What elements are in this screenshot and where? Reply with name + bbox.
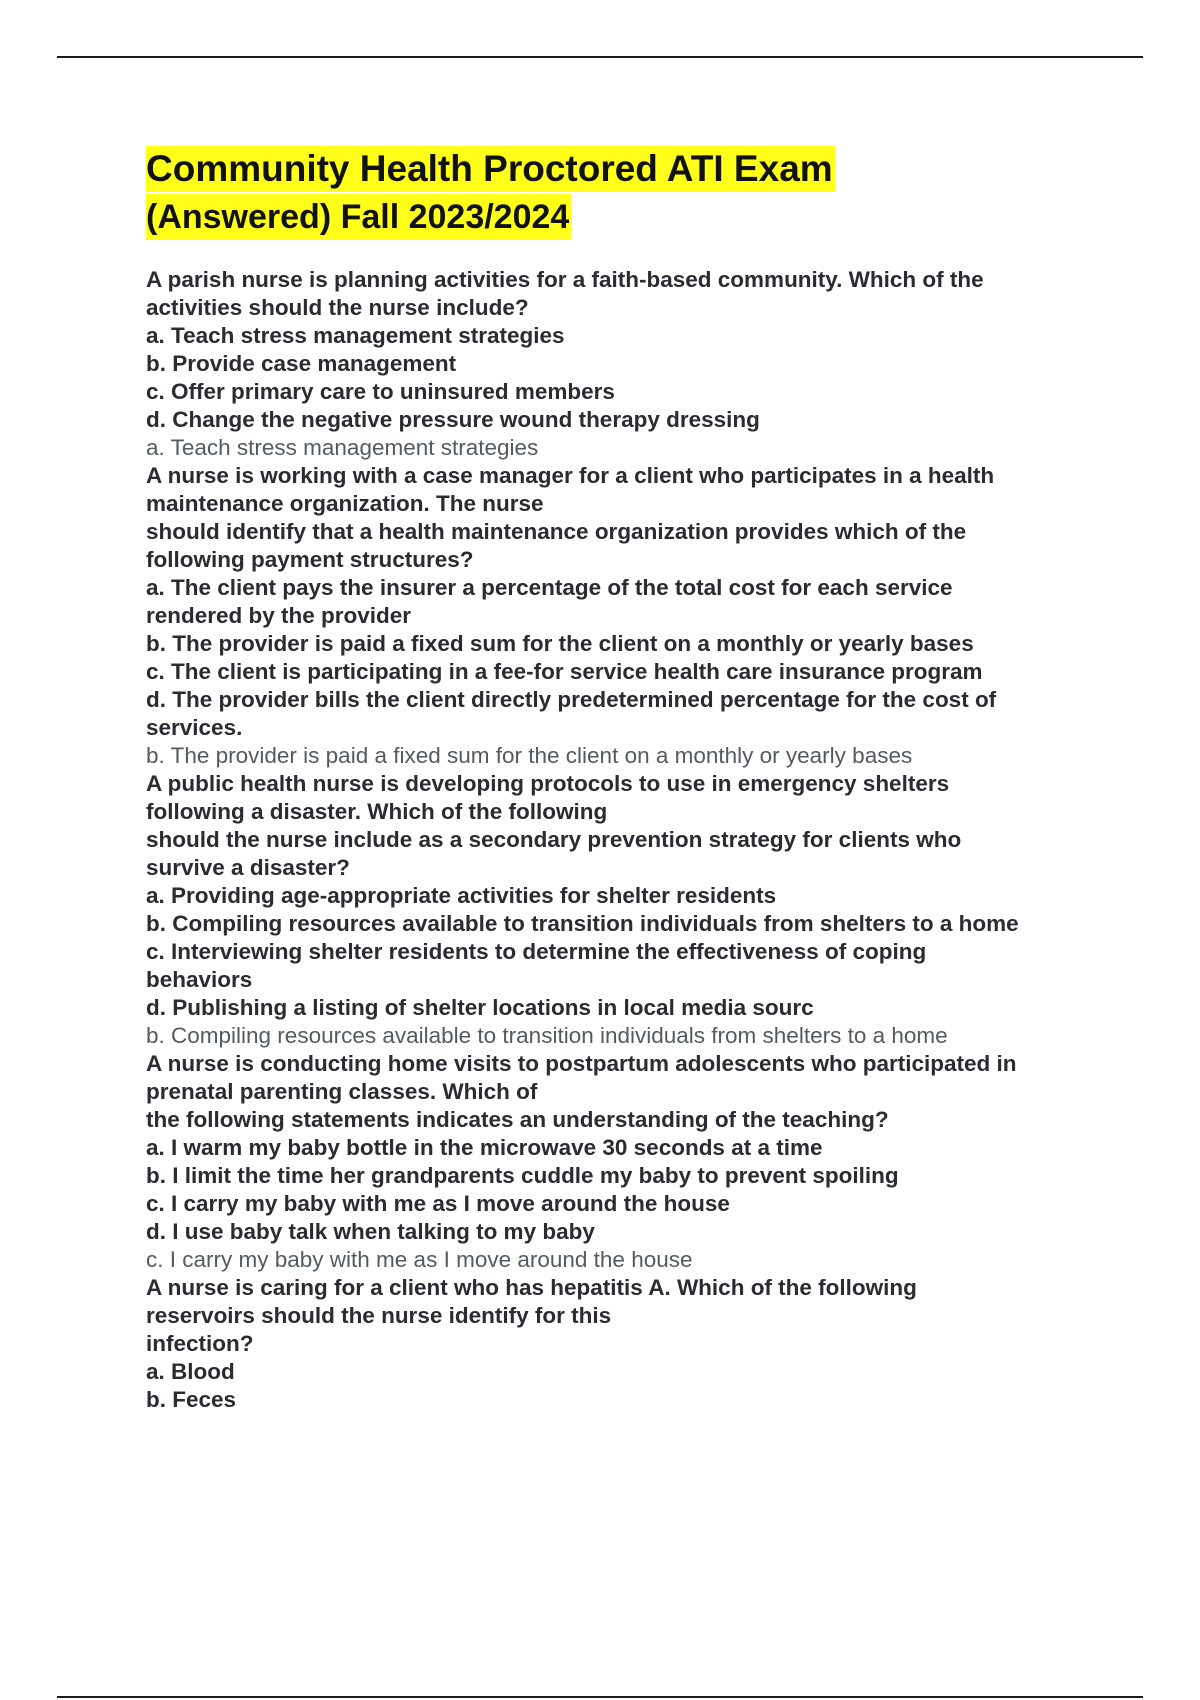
correct-answer: a. Teach stress management strategies [146,435,539,460]
answer-option: b. Feces [146,1387,237,1412]
question-block [146,266,1106,462]
question-stem-line: prenatal parenting classes. Which of [146,1079,538,1104]
answer-option: a. The client pays the insurer a percentage of the total cost for each service [146,575,953,600]
answer-option: c. Interviewing shelter residents to determine the effectiveness of coping [146,939,927,964]
answer-option: b. Compiling resources available to transition individuals from shelters to a home [146,911,1019,936]
question-stem-line: A nurse is caring for a client who has hepatitis A. Which of the following [146,1275,917,1300]
title-line-2: (Answered) Fall 2023/2024 [146,194,571,240]
question-stem-line: following payment structures? [146,547,474,572]
correct-answer: b. The provider is paid a fixed sum for the client on a monthly or yearly bases [146,743,913,768]
question-stem-line: A nurse is conducting home visits to postpartum adolescents who participated in [146,1051,1017,1076]
answer-option: b. Provide case management [146,351,457,376]
question-list [146,266,1106,1414]
question-stem-line: following a disaster. Which of the following [146,799,608,824]
answer-option: a. Providing age-appropriate activities for shelter residents [146,883,777,908]
answer-option: b. The provider is paid a fixed sum for the client on a monthly or yearly bases [146,631,974,656]
question-stem-line: survive a disaster? [146,855,350,880]
question-block [146,462,1106,770]
title-line-1: Community Health Proctored ATI Exam [146,146,835,192]
answer-option: services. [146,715,243,740]
answer-option: a. Blood [146,1359,235,1384]
correct-answer: b. Compiling resources available to transition individuals from shelters to a home [146,1023,948,1048]
top-rule [57,56,1143,58]
question-stem-line: A public health nurse is developing protocols to use in emergency shelters [146,771,950,796]
question-stem-line: should identify that a health maintenance organization provides which of the [146,519,967,544]
question-stem-line: A nurse is working with a case manager for a client who participates in a health [146,463,995,488]
answer-option: c. The client is participating in a fee-for service health care insurance program [146,659,983,684]
question-block [146,1050,1106,1274]
answer-option: rendered by the provider [146,603,412,628]
answer-option: c. Offer primary care to uninsured members [146,379,615,404]
answer-option: d. The provider bills the client directly predetermined percentage for the cost of [146,687,997,712]
question-stem-line: should the nurse include as a secondary prevention strategy for clients who [146,827,962,852]
question-stem-line: infection? [146,1331,254,1356]
question-stem-line: activities should the nurse include? [146,295,529,320]
answer-option: behaviors [146,967,253,992]
answer-option: d. Publishing a listing of shelter locations in local media sourc [146,995,814,1020]
answer-option: a. I warm my baby bottle in the microwave 30 seconds at a time [146,1135,823,1160]
question-block [146,770,1106,1050]
answer-option: d. I use baby talk when talking to my baby [146,1219,595,1244]
question-stem-line: maintenance organization. The nurse [146,491,544,516]
bottom-rule [57,1696,1143,1698]
document-title [146,146,1106,240]
answer-option: d. Change the negative pressure wound therapy dressing [146,407,760,432]
answer-option: c. I carry my baby with me as I move around the house [146,1191,730,1216]
correct-answer: c. I carry my baby with me as I move around the house [146,1247,693,1272]
question-stem-line: reservoirs should the nurse identify for this [146,1303,612,1328]
question-stem-line: the following statements indicates an understanding of the teaching? [146,1107,889,1132]
question-stem-line: A parish nurse is planning activities for a faith-based community. Which of the [146,267,984,292]
answer-option: a. Teach stress management strategies [146,323,565,348]
question-block [146,1274,1106,1414]
document-body [146,146,1106,1414]
answer-option: b. I limit the time her grandparents cuddle my baby to prevent spoiling [146,1163,899,1188]
